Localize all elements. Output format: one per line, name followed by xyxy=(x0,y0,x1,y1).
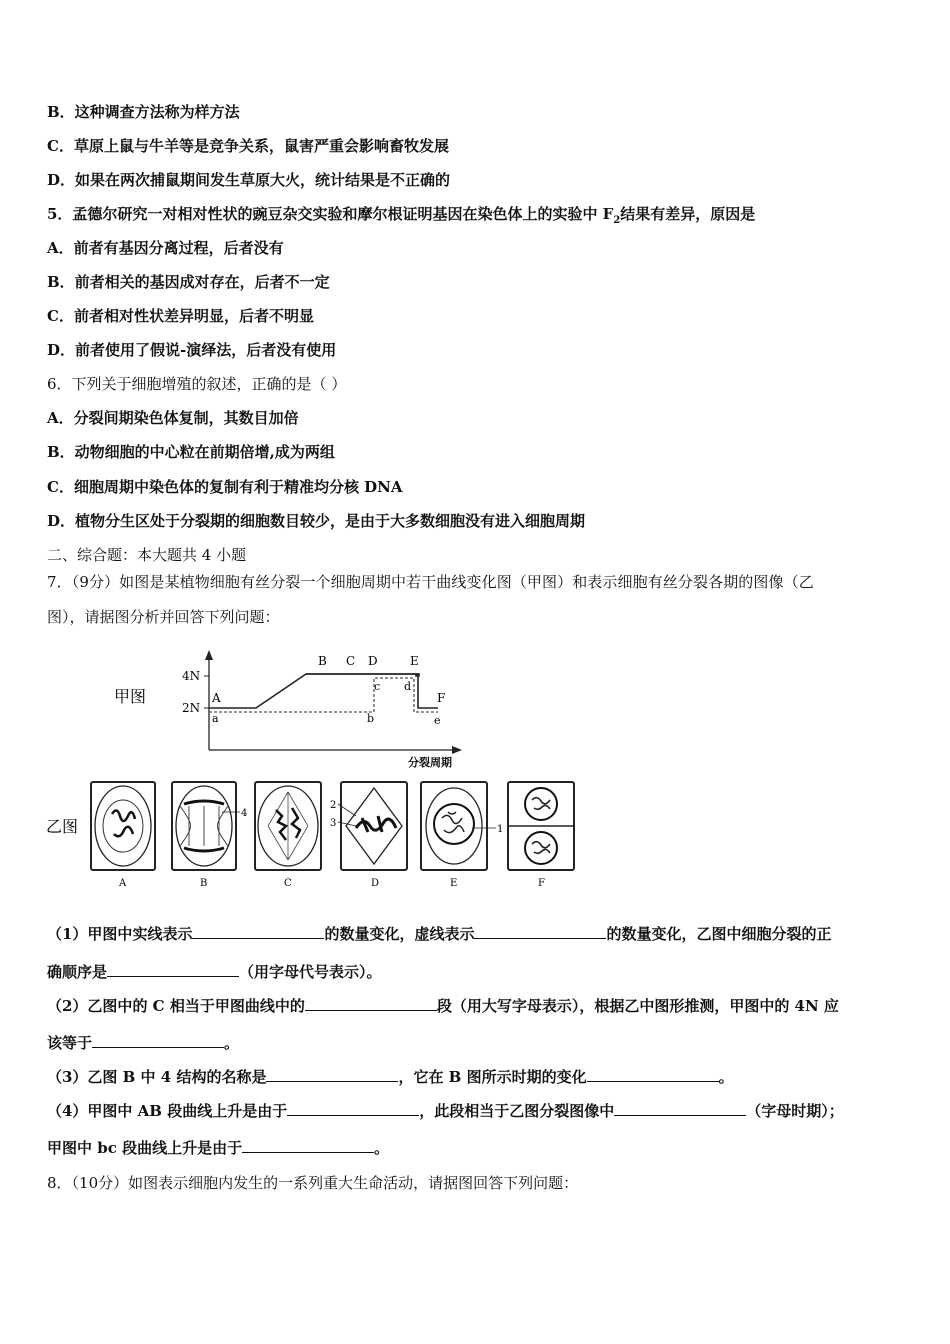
q6-stem: 6．下列关于细胞增殖的叙述，正确的是（ ） xyxy=(47,375,347,393)
q5-option-a: A．前者有基因分离过程，后者没有 xyxy=(47,239,284,257)
answer-blank[interactable] xyxy=(242,1138,374,1153)
point-F: F xyxy=(437,691,446,705)
point-C: C xyxy=(346,654,356,668)
q5-option-d: D．前者使用了假说-演绎法，后者没有使用 xyxy=(47,341,337,359)
answer-blank[interactable] xyxy=(287,1101,419,1116)
point-e: e xyxy=(434,714,441,727)
q7-part1-line1: （1）甲图中实线表示 的数量变化，虚线表示 的数量变化，乙图中细胞分裂的正 xyxy=(47,925,832,943)
option-c-prev: C．草原上鼠与牛羊等是竞争关系，鼠害严重会影响畜牧发展 xyxy=(47,137,449,155)
q6-option-b: B．动物细胞的中心粒在前期倍增,成为两组 xyxy=(47,443,335,461)
answer-blank[interactable] xyxy=(192,924,324,939)
cell-label-e: E xyxy=(450,878,458,889)
point-B: B xyxy=(318,654,327,668)
q5-option-c: C．前者相对性状差异明显，后者不明显 xyxy=(47,307,314,325)
q6-option-a: A．分裂间期染色体复制，其数目加倍 xyxy=(47,409,299,427)
q7-stem-line1: 7．（9分）如图是某植物细胞有丝分裂一个细胞周期中若干曲线变化图（甲图）和表示细胞有丝分裂各期的图像（乙 xyxy=(47,573,814,591)
marker-3: 3 xyxy=(330,818,337,829)
q5-stem: 5．孟德尔研究一对相对性状的豌豆杂交实验和摩尔根证明基因在染色体上的实验中 $F_2$结果有差异，原因是 xyxy=(47,205,756,226)
point-c: c xyxy=(374,680,381,693)
point-b: b xyxy=(367,712,375,725)
answer-blank[interactable] xyxy=(107,962,239,977)
q8-stem: 8．（10分）如图表示细胞内发生的一系列重大生命活动，请据图回答下列问题： xyxy=(47,1174,579,1192)
y-tick-4n: 4N xyxy=(182,669,201,683)
cell-f xyxy=(508,782,574,870)
q7-figure xyxy=(44,638,580,890)
y-axis-arrow xyxy=(205,650,213,660)
section-heading: 二、综合题：本大题共 4 小题 xyxy=(47,546,247,564)
marker-2: 2 xyxy=(330,800,337,811)
option-b-prev: B．这种调查方法称为样方法 xyxy=(47,103,240,121)
marker-4: 4 xyxy=(241,808,248,819)
cell-a xyxy=(91,782,155,870)
q7-part3: （3）乙图 B 中 4 结构的名称是 ，它在 B 图所示时期的变化 。 xyxy=(47,1068,734,1086)
point-d: d xyxy=(404,680,412,693)
cell-b xyxy=(172,782,240,870)
x-axis-arrow xyxy=(452,746,462,754)
q5-option-b: B．前者相关的基因成对存在，后者不一定 xyxy=(47,273,330,291)
cell-label-d: D xyxy=(371,878,380,889)
point-a: a xyxy=(212,712,219,725)
q7-part4-line2: 甲图中 bc 段曲线上升是由于 。 xyxy=(47,1139,390,1157)
solid-curve-part xyxy=(209,674,419,708)
q7-part4-line1: （4）甲图中 AB 段曲线上升是由于 ，此段相当于乙图分裂图像中 （字母时期）； xyxy=(47,1102,844,1120)
cell-e xyxy=(421,782,496,870)
q6-option-d: D．植物分生区处于分裂期的细胞数目较少，是由于大多数细胞没有进入细胞周期 xyxy=(47,512,586,530)
x-axis-label: 分裂周期 xyxy=(408,756,452,769)
q7-stem-line2: 图），请据图分析并回答下列问题： xyxy=(47,608,280,626)
answer-blank[interactable] xyxy=(587,1067,719,1082)
solid-curve-drop xyxy=(416,674,438,708)
cell-label-c: C xyxy=(284,878,292,889)
q7-part2-line2: 该等于 。 xyxy=(47,1034,240,1052)
cell-label-f: F xyxy=(538,878,545,889)
cell-label-b: B xyxy=(200,878,208,889)
q7-part1-line2: 确顺序是 （用字母代号表示）。 xyxy=(47,963,382,981)
figure-svg xyxy=(44,638,580,890)
answer-blank[interactable] xyxy=(92,1033,224,1048)
yi-label: 乙图 xyxy=(46,817,79,836)
answer-blank[interactable] xyxy=(266,1067,398,1082)
q6-option-c: C．细胞周期中染色体的复制有利于精准均分核 DNA xyxy=(47,478,403,496)
point-E: E xyxy=(410,654,419,668)
answer-blank[interactable] xyxy=(305,996,437,1011)
solid-curve-plateau xyxy=(306,674,418,675)
marker-1: 1 xyxy=(497,824,504,835)
answer-blank[interactable] xyxy=(614,1101,746,1116)
cell-label-a: A xyxy=(119,878,127,889)
option-d-prev: D．如果在两次捕鼠期间发生草原大火，统计结果是不正确的 xyxy=(47,171,451,189)
cell-c xyxy=(255,782,321,870)
jia-label: 甲图 xyxy=(114,687,147,706)
answer-blank[interactable] xyxy=(474,924,606,939)
cell-d xyxy=(338,782,407,870)
q7-part2-line1: （2）乙图中的 C 相当于甲图曲线中的 段（用大写字母表示），根据乙中图形推测，甲图中的 4N 应 xyxy=(47,997,839,1015)
point-D: D xyxy=(368,654,378,668)
point-A: A xyxy=(212,691,221,705)
y-tick-2n: 2N xyxy=(182,701,201,715)
